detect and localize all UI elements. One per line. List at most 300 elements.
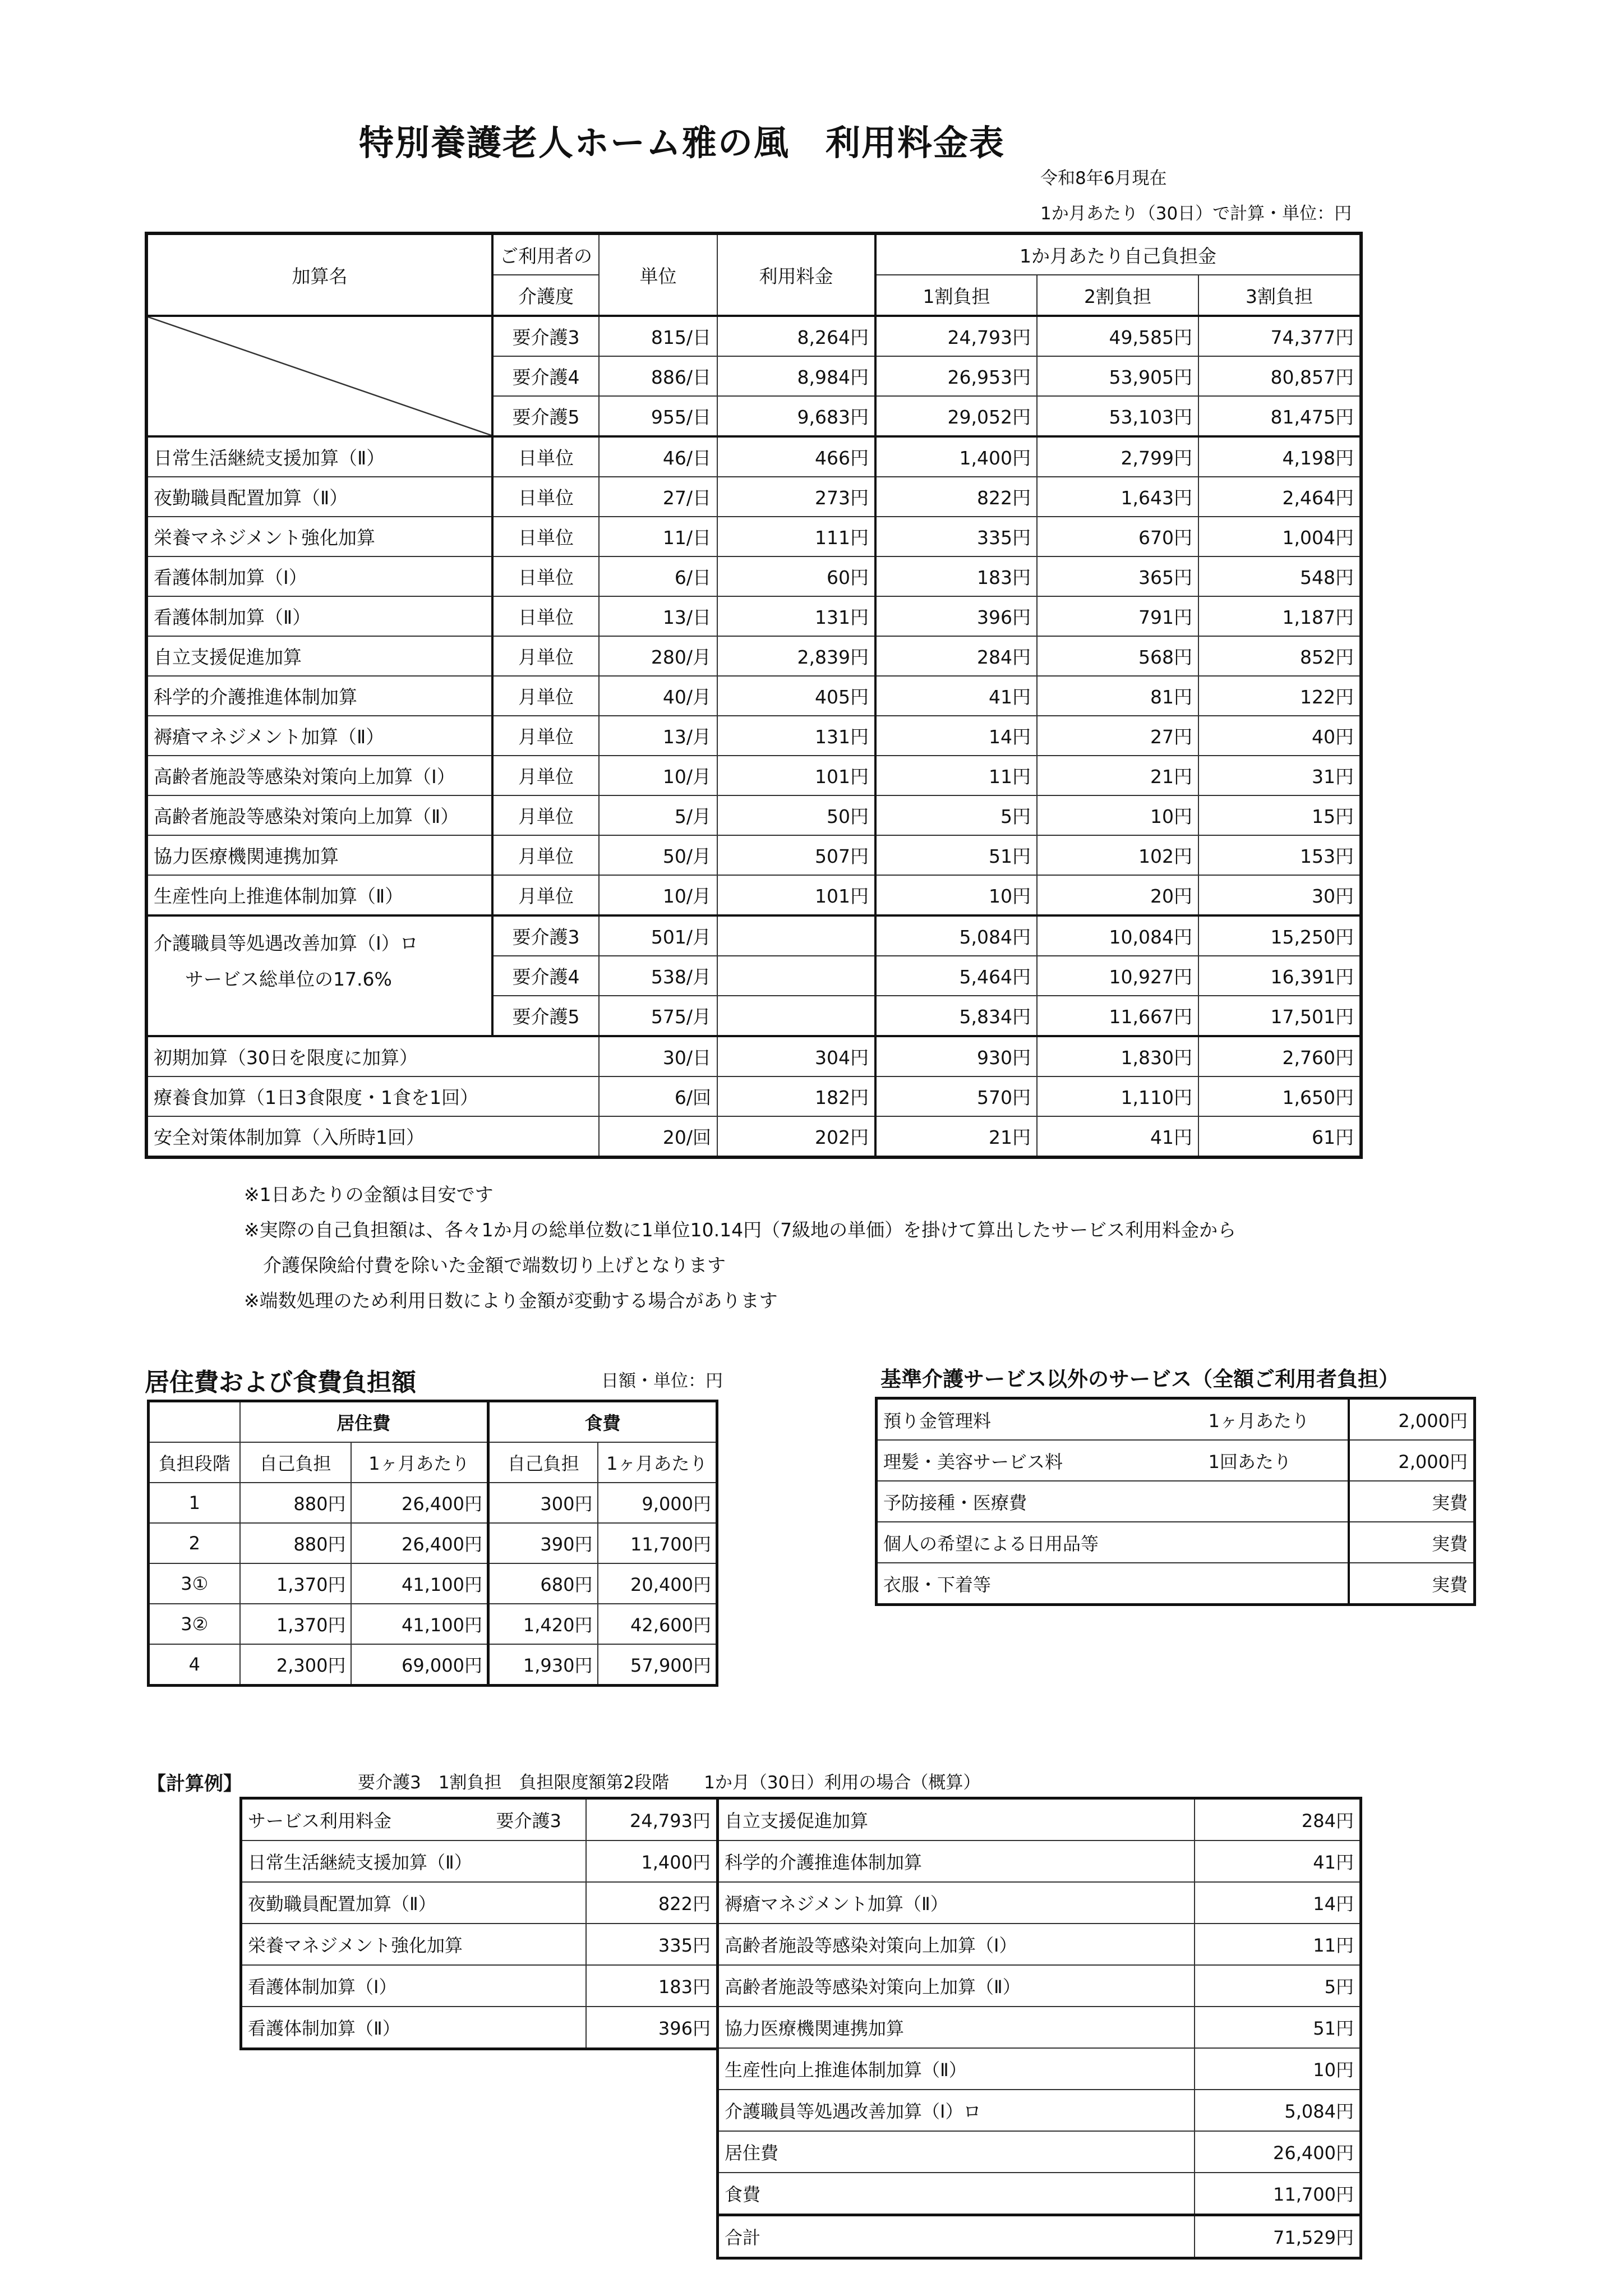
burden-2-cell: 53,103円 [1037,396,1198,436]
calc-item-amount: 5円 [1195,1965,1361,2007]
extra-service-row [877,1563,1475,1605]
header-unit: 単位 [599,233,717,316]
calc-item-name: 褥瘡マネジメント加算（Ⅱ） [718,1882,1195,1924]
care-level: 月単位 [492,636,599,676]
calc-item-amount: 822円 [586,1882,718,1924]
burden-1-cell: 335円 [875,517,1037,556]
service-name: 衣服・下着等 [877,1563,1203,1605]
burden-2-cell: 41円 [1037,1116,1198,1157]
burden-2-cell: 2,799円 [1037,436,1198,477]
care-level: 月単位 [492,756,599,795]
calc-item-level [491,1841,586,1882]
extra-service-row [877,1440,1475,1481]
care-level: 月単位 [492,716,599,756]
burden-2-cell: 670円 [1037,517,1198,556]
service-amount: 2,000円 [1349,1398,1475,1441]
unit-cell: 501/月 [599,915,717,956]
burden-stage-row [149,1644,717,1686]
service-period [1203,1563,1349,1605]
calc-total-amount: 71,529円 [1195,2215,1361,2258]
fee-cell: 466円 [717,436,875,477]
burden-3-cell: 15,250円 [1198,915,1361,956]
burden-3-cell: 2,464円 [1198,477,1361,517]
burden-2-cell: 10,084円 [1037,915,1198,956]
burden-3-cell: 15円 [1198,795,1361,835]
other-addon-row [146,1036,1361,1076]
fee-cell: 304円 [717,1036,875,1076]
burden-3-cell: 16,391円 [1198,956,1361,996]
housing-month-cell: 69,000円 [351,1644,488,1686]
burden-1-cell: 26,953円 [875,356,1037,396]
food-self-cell: 680円 [488,1563,598,1604]
unit-cell: 20/回 [599,1116,717,1157]
calc-item-level: 要介護3 [491,1798,586,1841]
header-monthly-burden: 1か月あたり自己負担金 [875,233,1361,275]
burden-2-cell: 568円 [1037,636,1198,676]
calc-item-level [491,1924,586,1965]
footnote: ※1日あたりの金額は目安です [244,1184,494,1205]
as-of-date: 令和8年6月現在 [1040,168,1167,188]
burden-1-cell: 11円 [875,756,1037,795]
fee-cell: 8,264円 [717,316,875,356]
calc-item-amount: 14円 [1195,1882,1361,1924]
housing-food-unit-note: 日額・単位：円 [601,1371,723,1391]
burden-stage: 4 [149,1644,240,1686]
fee-cell: 60円 [717,556,875,596]
care-level: 月単位 [492,835,599,875]
burden-1-cell: 570円 [875,1076,1037,1116]
care-level: 日単位 [492,436,599,477]
burden-1-cell: 5円 [875,795,1037,835]
service-amount: 実費 [1349,1563,1475,1605]
service-amount: 2,000円 [1349,1440,1475,1481]
base-fee-row [146,316,1361,356]
burden-2-cell: 81円 [1037,676,1198,716]
calc-item-row [718,2173,1361,2215]
header-food-month: 1ヶ月あたり [598,1442,717,1483]
calc-item-name: 生産性向上推進体制加算（Ⅱ） [718,2048,1195,2090]
header-stage: 負担段階 [149,1442,240,1483]
housing-month-cell: 26,400円 [351,1483,488,1523]
care-level: 要介護5 [492,996,599,1036]
addon-name: 日常生活継続支援加算（Ⅱ） [146,436,492,477]
care-level: 日単位 [492,477,599,517]
care-level: 月単位 [492,875,599,915]
burden-stage: 2 [149,1523,240,1563]
service-period: 1ヶ月あたり [1203,1398,1349,1441]
burden-1-cell: 5,834円 [875,996,1037,1036]
calc-item-amount: 24,793円 [586,1798,718,1841]
fee-cell: 182円 [717,1076,875,1116]
header-food: 食費 [488,1401,717,1443]
burden-3-cell: 30円 [1198,875,1361,915]
improvement-name: 介護職員等処遇改善加算（Ⅰ）ロ [154,932,418,954]
calc-item-row [718,2090,1361,2131]
care-level: 要介護5 [492,396,599,436]
addon-row [146,517,1361,556]
calc-item-row [241,1924,718,1965]
calc-item-row [241,1841,718,1882]
addon-row [146,636,1361,676]
calc-item-name: 介護職員等処遇改善加算（Ⅰ）ロ [718,2090,1195,2131]
extra-service-row [877,1398,1475,1441]
extra-service-row [877,1481,1475,1522]
care-level: 要介護4 [492,356,599,396]
extra-services-title: 基準介護サービス以外のサービス（全額ご利用者負担） [880,1367,1399,1391]
addon-row [146,795,1361,835]
header-burden-2: 2割負担 [1037,275,1198,316]
addon-name: 高齢者施設等感染対策向上加算（Ⅰ） [146,756,492,795]
footnotes [244,1177,1236,1318]
calc-item-name: 看護体制加算（Ⅱ） [241,2007,491,2049]
calc-item-row [241,1798,718,1841]
addon-name: 高齢者施設等感染対策向上加算（Ⅱ） [146,795,492,835]
header-housing: 居住費 [240,1401,488,1443]
calc-item-row [718,1798,1361,1841]
addon-name: 看護体制加算（Ⅱ） [146,596,492,636]
burden-2-cell: 102円 [1037,835,1198,875]
calc-item-name: 食費 [718,2173,1195,2215]
addon-row [146,875,1361,915]
corner-cell [149,1401,240,1443]
unit-cell: 5/月 [599,795,717,835]
burden-1-cell: 10円 [875,875,1037,915]
fee-cell: 273円 [717,477,875,517]
food-self-cell: 1,930円 [488,1644,598,1686]
burden-3-cell: 74,377円 [1198,316,1361,356]
burden-stage: 1 [149,1483,240,1523]
calc-item-row [718,2048,1361,2090]
burden-stage-row [149,1604,717,1644]
unit-cell: 10/月 [599,756,717,795]
extra-service-row [877,1522,1475,1563]
food-month-cell: 20,400円 [598,1563,717,1604]
fee-cell: 50円 [717,795,875,835]
burden-1-cell: 822円 [875,477,1037,517]
unit-cell: 575/月 [599,996,717,1036]
burden-stage: 3① [149,1563,240,1604]
addon-row [146,835,1361,875]
burden-1-cell: 24,793円 [875,316,1037,356]
food-self-cell: 300円 [488,1483,598,1523]
calc-example-left-table [239,1797,719,2050]
fee-cell: 507円 [717,835,875,875]
burden-3-cell: 153円 [1198,835,1361,875]
fee-cell: 131円 [717,596,875,636]
unit-cell: 6/日 [599,556,717,596]
addon-row [146,436,1361,477]
other-addon-row [146,1116,1361,1157]
care-level: 日単位 [492,556,599,596]
burden-1-cell: 284円 [875,636,1037,676]
calc-total-label: 合計 [718,2215,1195,2258]
addon-name: 看護体制加算（Ⅰ） [146,556,492,596]
calc-item-row [718,2007,1361,2048]
calc-item-row [718,1882,1361,1924]
burden-3-cell: 81,475円 [1198,396,1361,436]
burden-1-cell: 930円 [875,1036,1037,1076]
housing-month-cell: 41,100円 [351,1563,488,1604]
calc-example-right-table [716,1797,1362,2260]
service-period: 1回あたり [1203,1440,1349,1481]
burden-3-cell: 31円 [1198,756,1361,795]
addon-name: 自立支援促進加算 [146,636,492,676]
housing-self-cell: 2,300円 [240,1644,351,1686]
footnote: 介護保険給付費を除いた金額で端数切り上げとなります [263,1254,726,1276]
calc-item-amount: 183円 [586,1965,718,2007]
calculation-note: 1か月あたり（30日）で計算・単位：円 [1040,204,1352,224]
unit-cell: 46/日 [599,436,717,477]
calc-item-amount: 11,700円 [1195,2173,1361,2215]
calc-item-name: 栄養マネジメント強化加算 [241,1924,491,1965]
header-fee: 利用料金 [717,233,875,316]
burden-2-cell: 1,830円 [1037,1036,1198,1076]
calc-item-name: 自立支援促進加算 [718,1798,1195,1841]
burden-1-cell: 1,400円 [875,436,1037,477]
calc-item-name: 高齢者施設等感染対策向上加算（Ⅱ） [718,1965,1195,2007]
calc-item-amount: 335円 [586,1924,718,1965]
burden-3-cell: 1,650円 [1198,1076,1361,1116]
addon-row [146,556,1361,596]
service-name: 理髪・美容サービス料 [877,1440,1203,1481]
burden-1-cell: 51円 [875,835,1037,875]
calc-item-amount: 51円 [1195,2007,1361,2048]
fee-cell: 101円 [717,875,875,915]
care-level: 要介護4 [492,956,599,996]
housing-self-cell: 1,370円 [240,1563,351,1604]
calc-item-amount: 5,084円 [1195,2090,1361,2131]
housing-month-cell: 41,100円 [351,1604,488,1644]
fee-cell: 405円 [717,676,875,716]
burden-3-cell: 4,198円 [1198,436,1361,477]
unit-cell: 11/日 [599,517,717,556]
calc-item-name: 夜勤職員配置加算（Ⅱ） [241,1882,491,1924]
addon-name: 夜勤職員配置加算（Ⅱ） [146,477,492,517]
fee-cell: 9,683円 [717,396,875,436]
unit-cell: 30/日 [599,1036,717,1076]
calc-item-row [718,2131,1361,2173]
service-name: 個人の希望による日用品等 [877,1522,1203,1563]
fee-cell-empty [717,956,875,996]
calc-item-row [241,1882,718,1924]
care-level: 月単位 [492,795,599,835]
burden-1-cell: 183円 [875,556,1037,596]
service-name: 予防接種・医療費 [877,1481,1203,1522]
burden-3-cell: 1,187円 [1198,596,1361,636]
fee-cell: 111円 [717,517,875,556]
calc-item-row [718,1841,1361,1882]
unit-cell: 886/日 [599,356,717,396]
unit-cell: 815/日 [599,316,717,356]
addon-name: 安全対策体制加算（入所時1回） [146,1116,599,1157]
calc-item-row [241,2007,718,2049]
housing-month-cell: 26,400円 [351,1523,488,1563]
burden-3-cell: 122円 [1198,676,1361,716]
food-month-cell: 9,000円 [598,1483,717,1523]
burden-2-cell: 1,110円 [1037,1076,1198,1116]
improvement-row [146,915,1361,956]
calc-item-amount: 1,400円 [586,1841,718,1882]
unit-cell: 13/日 [599,596,717,636]
food-month-cell: 11,700円 [598,1523,717,1563]
service-name: 預り金管理料 [877,1398,1203,1441]
service-period [1203,1522,1349,1563]
calc-item-name: サービス利用料金 [241,1798,491,1841]
housing-food-title: 居住費および食費負担額 [145,1368,416,1397]
header-housing-self: 自己負担 [240,1442,351,1483]
unit-cell: 6/回 [599,1076,717,1116]
improvement-name-cell [146,915,492,1036]
burden-stage-row [149,1563,717,1604]
housing-self-cell: 1,370円 [240,1604,351,1644]
fee-cell: 101円 [717,756,875,795]
housing-self-cell: 880円 [240,1483,351,1523]
fee-cell: 2,839円 [717,636,875,676]
addon-name: 療養食加算（1日3食限度・1食を1回） [146,1076,599,1116]
unit-cell: 13/月 [599,716,717,756]
burden-stage-row [149,1483,717,1523]
addon-name: 褥瘡マネジメント加算（Ⅱ） [146,716,492,756]
calc-item-row [718,1924,1361,1965]
header-addon-name: 加算名 [146,233,492,316]
fee-cell: 202円 [717,1116,875,1157]
calc-item-amount: 11円 [1195,1924,1361,1965]
burden-stage-row [149,1523,717,1563]
service-amount: 実費 [1349,1522,1475,1563]
fee-cell: 131円 [717,716,875,756]
calc-total-row [718,2215,1361,2258]
food-self-cell: 390円 [488,1523,598,1563]
addon-name: 科学的介護推進体制加算 [146,676,492,716]
housing-food-table [147,1400,718,1687]
fee-table [145,232,1363,1159]
burden-3-cell: 2,760円 [1198,1036,1361,1076]
footnote: ※端数処理のため利用日数により金額が変動する場合があります [244,1290,778,1312]
burden-3-cell: 548円 [1198,556,1361,596]
burden-2-cell: 10円 [1037,795,1198,835]
burden-2-cell: 365円 [1037,556,1198,596]
burden-2-cell: 49,585円 [1037,316,1198,356]
page-title: 特別養護老人ホーム雅の風 利用料金表 [359,122,1006,163]
addon-row [146,596,1361,636]
care-level: 日単位 [492,596,599,636]
burden-1-cell: 396円 [875,596,1037,636]
addon-row [146,477,1361,517]
burden-3-cell: 17,501円 [1198,996,1361,1036]
improvement-sub: サービス総単位の17.6% [185,968,392,990]
burden-stage: 3② [149,1604,240,1644]
service-period [1203,1481,1349,1522]
extra-services-table [875,1397,1476,1606]
addon-name: 栄養マネジメント強化加算 [146,517,492,556]
header-food-self: 自己負担 [488,1442,598,1483]
burden-2-cell: 20円 [1037,875,1198,915]
calc-item-name: 居住費 [718,2131,1195,2173]
food-month-cell: 42,600円 [598,1604,717,1644]
header-care-level-line1: ご利用者の [492,233,599,275]
burden-1-cell: 41円 [875,676,1037,716]
other-addon-row [146,1076,1361,1116]
calc-item-name: 高齢者施設等感染対策向上加算（Ⅰ） [718,1924,1195,1965]
addon-row [146,756,1361,795]
unit-cell: 280/月 [599,636,717,676]
calc-item-level [491,2007,586,2049]
calc-item-amount: 10円 [1195,2048,1361,2090]
calc-example-label: 【計算例】 [147,1773,242,1795]
header-care-level-line2: 介護度 [492,275,599,316]
burden-2-cell: 53,905円 [1037,356,1198,396]
addon-name: 初期加算（30日を限度に加算） [146,1036,599,1076]
burden-3-cell: 61円 [1198,1116,1361,1157]
care-level: 要介護3 [492,316,599,356]
burden-2-cell: 11,667円 [1037,996,1198,1036]
care-level: 日単位 [492,517,599,556]
calc-item-level [491,1882,586,1924]
unit-cell: 27/日 [599,477,717,517]
burden-1-cell: 14円 [875,716,1037,756]
calc-item-amount: 41円 [1195,1841,1361,1882]
burden-2-cell: 1,643円 [1037,477,1198,517]
header-housing-month: 1ヶ月あたり [351,1442,488,1483]
calc-item-row [718,1965,1361,2007]
calc-example-condition: 要介護3 1割負担 負担限度額第2段階 1か月（30日）利用の場合（概算） [358,1773,981,1793]
housing-self-cell: 880円 [240,1523,351,1563]
burden-2-cell: 791円 [1037,596,1198,636]
addon-row [146,716,1361,756]
unit-cell: 955/日 [599,396,717,436]
unit-cell: 40/月 [599,676,717,716]
care-level: 要介護3 [492,915,599,956]
food-self-cell: 1,420円 [488,1604,598,1644]
service-amount: 実費 [1349,1481,1475,1522]
calc-item-name: 看護体制加算（Ⅰ） [241,1965,491,2007]
burden-2-cell: 10,927円 [1037,956,1198,996]
burden-3-cell: 80,857円 [1198,356,1361,396]
burden-3-cell: 40円 [1198,716,1361,756]
calc-item-name: 協力医療機関連携加算 [718,2007,1195,2048]
header-burden-1: 1割負担 [875,275,1037,316]
unit-cell: 50/月 [599,835,717,875]
calc-item-amount: 396円 [586,2007,718,2049]
burden-3-cell: 852円 [1198,636,1361,676]
addon-name: 協力医療機関連携加算 [146,835,492,875]
burden-1-cell: 5,464円 [875,956,1037,996]
fee-cell-empty [717,996,875,1036]
fee-cell-empty [717,915,875,956]
calc-item-amount: 284円 [1195,1798,1361,1841]
unit-cell: 10/月 [599,875,717,915]
burden-1-cell: 29,052円 [875,396,1037,436]
diagonal-blank-cell [146,316,492,436]
footnote: ※実際の自己負担額は、各々1か月の総単位数に1単位10.14円（7級地の単価）を掛けて算出したサービス利用料金から [244,1219,1237,1241]
burden-1-cell: 21円 [875,1116,1037,1157]
calc-item-level [491,1965,586,2007]
calc-item-amount: 26,400円 [1195,2131,1361,2173]
fee-cell: 8,984円 [717,356,875,396]
food-month-cell: 57,900円 [598,1644,717,1686]
burden-1-cell: 5,084円 [875,915,1037,956]
calc-item-row [241,1965,718,2007]
header-burden-3: 3割負担 [1198,275,1361,316]
burden-3-cell: 1,004円 [1198,517,1361,556]
burden-2-cell: 27円 [1037,716,1198,756]
calc-item-name: 科学的介護推進体制加算 [718,1841,1195,1882]
burden-2-cell: 21円 [1037,756,1198,795]
unit-cell: 538/月 [599,956,717,996]
care-level: 月単位 [492,676,599,716]
addon-name: 生産性向上推進体制加算（Ⅱ） [146,875,492,915]
calc-item-name: 日常生活継続支援加算（Ⅱ） [241,1841,491,1882]
